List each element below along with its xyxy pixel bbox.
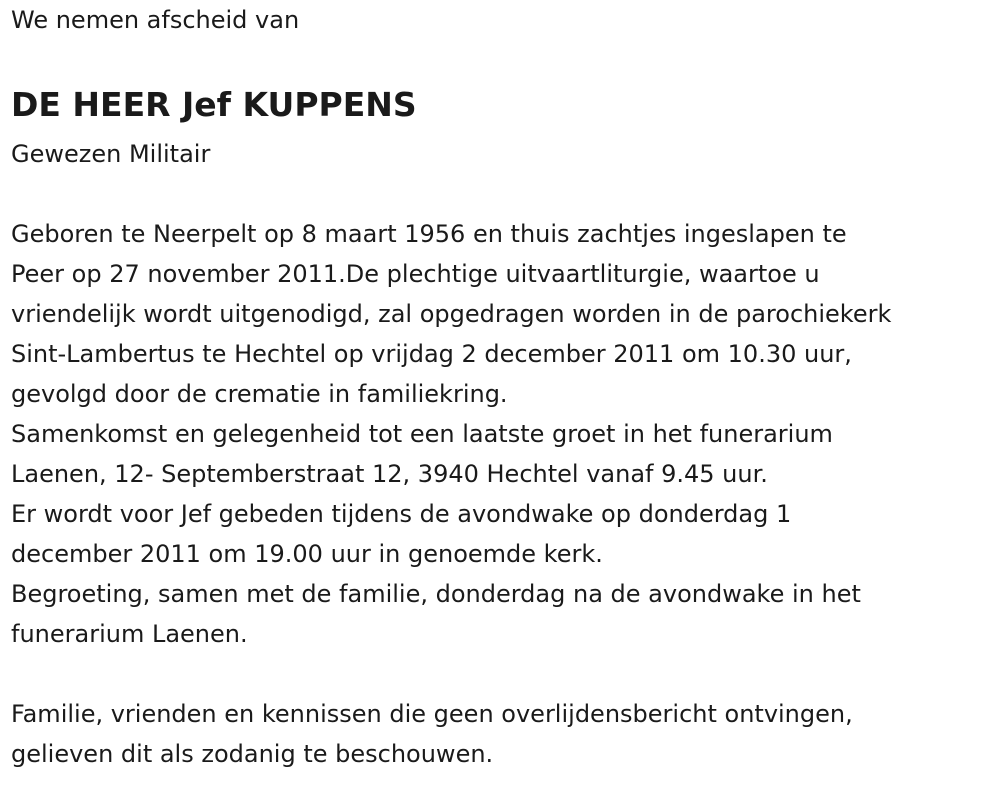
notice-closing-line: Familie, vrienden en kennissen die geen overlijdensbericht ontvingen, — [11, 700, 853, 728]
notice-body-line: gevolgd door de crematie in familiekring. — [11, 380, 508, 408]
deceased-occupation: Gewezen Militair — [11, 140, 211, 168]
notice-body-line: december 2011 om 19.00 uur in genoemde kerk. — [11, 540, 603, 568]
notice-body-line: Sint-Lambertus te Hechtel op vrijdag 2 december 2011 om 10.30 uur, — [11, 340, 852, 368]
notice-body-line: Geboren te Neerpelt op 8 maart 1956 en thuis zachtjes ingeslapen te — [11, 220, 847, 248]
notice-body — [11, 214, 1000, 654]
deceased-name: DE HEER Jef KUPPENS — [11, 85, 417, 124]
notice-body-line: Er wordt voor Jef gebeden tijdens de avondwake op donderdag 1 — [11, 500, 792, 528]
death-notice — [11, 0, 991, 768]
notice-body-line: vriendelijk wordt uitgenodigd, zal opgedragen worden in de parochiekerk — [11, 300, 892, 328]
notice-body-line: Peer op 27 november 2011.De plechtige uitvaartliturgie, waartoe u — [11, 260, 820, 288]
notice-body-line: funerarium Laenen. — [11, 620, 248, 648]
notice-body-line: Samenkomst en gelegenheid tot een laatste groet in het funerarium — [11, 420, 833, 448]
notice-body-line: Begroeting, samen met de familie, donderdag na de avondwake in het — [11, 580, 861, 608]
notice-body-line: Laenen, 12- Septemberstraat 12, 3940 Hechtel vanaf 9.45 uur. — [11, 460, 768, 488]
notice-closing — [11, 694, 1000, 774]
notice-intro: We nemen afscheid van — [11, 6, 300, 34]
notice-closing-line: gelieven dit als zodanig te beschouwen. — [11, 740, 494, 768]
